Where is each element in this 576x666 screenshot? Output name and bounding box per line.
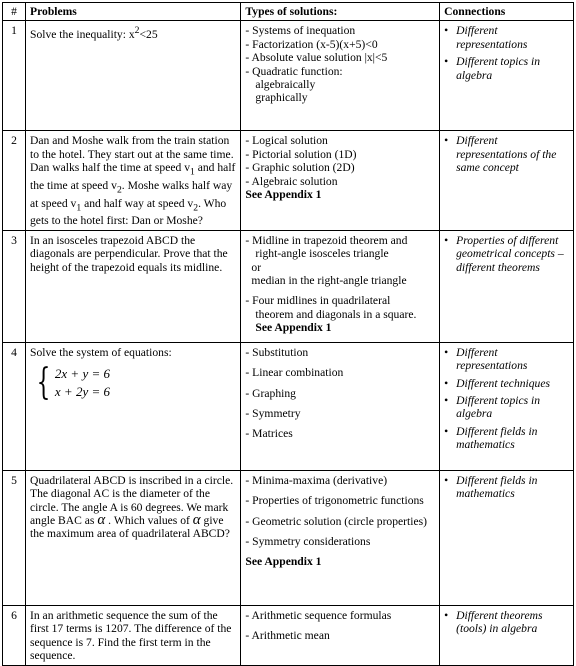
solutions-cell: - Midline in trapezoid theorem and right-angle isosceles triangle or median in the right-angle triangle - Four midlines in quadrilateral theorem and diagonals in a square. See Appendix 1 <box>241 230 440 342</box>
solutions-cell: - Minima-maxima (derivative) - Properties of trigonometric functions - Geometric solution (circle properties) - Symmetry considerations See Appendix 1 <box>241 470 440 605</box>
connections-cell <box>440 230 574 342</box>
connections-cell <box>440 342 574 470</box>
table-row <box>3 21 574 131</box>
row-number: 6 <box>3 605 26 665</box>
problem-cell: Quadrilateral ABCD is inscribed in a circle. The diagonal AC is the diameter of the circle. The angle A is 60 degrees. We mark angle BAC as α . Which values of α give the maximum area of quadrilateral ABCD? <box>26 470 241 605</box>
connection-item: • Different representations <box>456 346 569 373</box>
table-row <box>3 131 574 230</box>
connection-item: • Different theorems (tools) in algebra <box>456 609 569 636</box>
table-row <box>3 230 574 342</box>
connection-item: • Different techniques <box>456 377 569 390</box>
problem-cell: In an isosceles trapezoid ABCD the diagonals are perpendicular. Prove that the height of the trapezoid equals its midline. <box>26 230 241 342</box>
problems-table <box>2 2 574 666</box>
equation: 2x + y = 6 <box>54 366 110 382</box>
connection-item: • Properties of different geometrical concepts – different theorems <box>456 234 569 274</box>
solutions-cell: - Logical solution - Pictorial solution (1D) - Graphic solution (2D) - Algebraic solution See Appendix 1 <box>241 131 440 230</box>
connections-cell <box>440 21 574 131</box>
connection-item: • Different representations of the same concept <box>456 134 569 174</box>
header-num: # <box>3 3 26 21</box>
connection-item: • Different fields in mathematics <box>456 425 569 452</box>
appendix-ref: See Appendix 1 <box>255 321 332 335</box>
connection-item: • Different topics in algebra <box>456 394 569 421</box>
table-row <box>3 605 574 665</box>
connections-cell <box>440 131 574 230</box>
table-row <box>3 342 574 470</box>
row-number: 1 <box>3 21 26 131</box>
equation-system <box>32 362 236 404</box>
brace-icon: { <box>36 362 51 404</box>
row-number: 3 <box>3 230 26 342</box>
header-problems: Problems <box>26 3 241 21</box>
problem-cell: Solve the system of equations: { 2x + y = 6 x + 2y = 6 <box>26 342 241 470</box>
row-number: 4 <box>3 342 26 470</box>
appendix-ref: See Appendix 1 <box>245 188 322 202</box>
connections-cell <box>440 605 574 665</box>
problem-cell: Solve the inequality: $x^2<25$ <box>26 21 241 131</box>
row-number: 5 <box>3 470 26 605</box>
equation: x + 2y = 6 <box>54 384 110 400</box>
solutions-cell: - Substitution - Linear combination - Graphing - Symmetry - Matrices <box>241 342 440 470</box>
connection-item: • Different representations <box>456 24 569 51</box>
table-row <box>3 470 574 605</box>
appendix-ref: See Appendix 1 <box>245 555 322 569</box>
connection-item: • Different fields in mathematics <box>456 474 569 501</box>
header-row <box>3 3 574 21</box>
row-number: 2 <box>3 131 26 230</box>
header-solutions: Types of solutions: <box>241 3 440 21</box>
connections-cell <box>440 470 574 605</box>
problem-cell: Dan and Moshe walk from the train station to the hotel. They start out at the same time. Dan walks half the time at speed $v_1$ and half the time at speed $v_2$. Moshe walks half way at speed $v_1$ and half way at speed $v_2$. Who gets to the hotel first: Dan or Moshe? <box>26 131 241 230</box>
problem-cell: In an arithmetic sequence the sum of the first 17 terms is 1207. The difference of the sequence is 7. Find the first term in the sequence. <box>26 605 241 665</box>
connection-item: • Different topics in algebra <box>456 55 569 82</box>
solutions-cell: - Systems of inequation - Factorization (x-5)(x+5)<0 - Absolute value solution |x|<5 - Quadratic function: algebraically graphically <box>241 21 440 131</box>
header-connections: Connections <box>440 3 574 21</box>
solutions-cell: - Arithmetic sequence formulas - Arithmetic mean <box>241 605 440 665</box>
